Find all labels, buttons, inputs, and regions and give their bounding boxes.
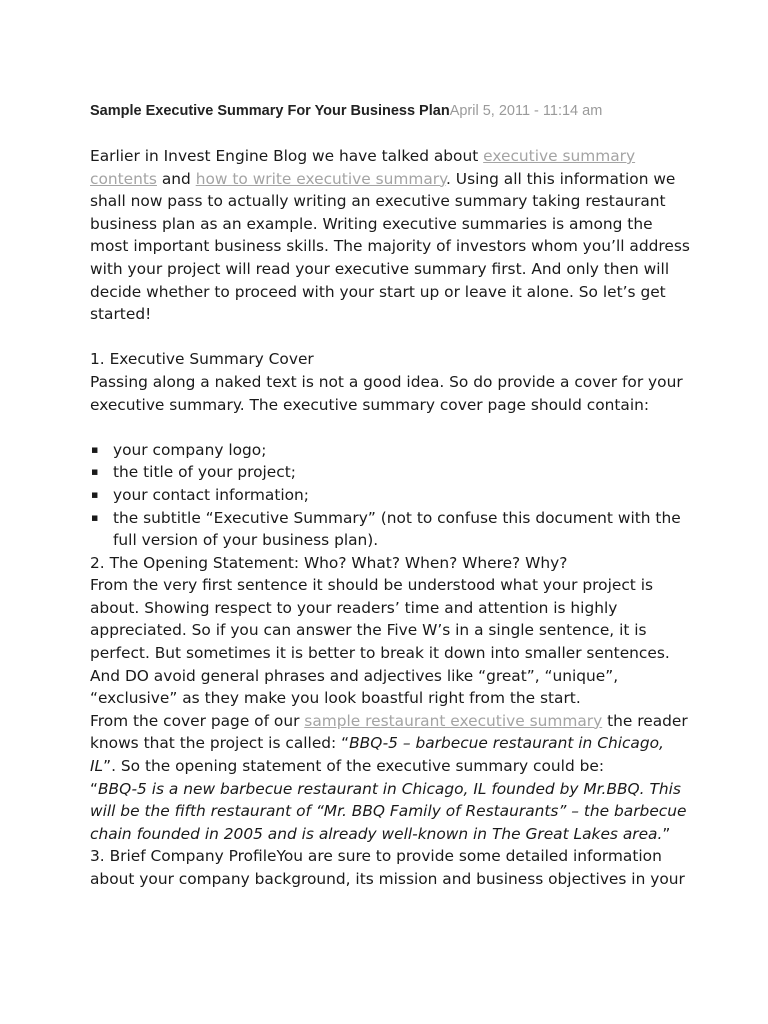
section3-text: You are sure to provide some detailed information about your company background, its mission and business objectives in your	[90, 847, 685, 888]
spacer	[90, 416, 690, 439]
section3-heading: 3. Brief Company Profile	[90, 847, 277, 866]
opening-statement-example	[90, 778, 690, 846]
intro-text-3: . Using all this information we shall now pass to actually writing an executive summary taking restaurant business plan as an example. Writing executive summaries is among the most important business skills. The majority of investors whom you’ll address with your project will read your executive summary first. And only then will decide whether to proceed with your start up or leave it alone. So let’s get started!	[90, 169, 690, 324]
intro-paragraph	[90, 145, 690, 326]
sample-restaurant-executive-summary-link[interactable]: sample restaurant executive summary	[304, 711, 603, 730]
how-to-write-executive-summary-link[interactable]: how to write executive summary	[195, 169, 447, 188]
post-title: Sample Executive Summary For Your Business Plan	[90, 103, 450, 119]
section1-heading: 1. Executive Summary Cover	[90, 350, 314, 369]
list-item: ▪ the subtitle “Executive Summary” (not to confuse this document with the full version of your business plan).	[90, 507, 690, 552]
list-item: ▪ your company logo;	[90, 439, 690, 462]
list-item: ▪ the title of your project;	[90, 461, 690, 484]
opening-statement-quote: BBQ-5 is a new barbecue restaurant in Chicago, IL founded by Mr.BBQ. This will be the fifth restaurant of “Mr. BBQ Family of Restaurants” – the barbecue chain founded in 2005 and is already well-known in The Great Lakes area.	[90, 779, 687, 843]
section2-text: From the very first sentence it should be understood what your project is about. Showing respect to your readers’ time and attention is highly appreciated. So if you can answer the Five W’s in a single sentence, it is perfect. But sometimes it is better to break it down into smaller sentences. And DO avoid general phrases and adjectives like “great”, “unique”, “exclusive” as they make you look boastful right from the start.	[90, 576, 670, 708]
executive-summary-contents-link[interactable]: executive summary contents	[90, 147, 636, 188]
section2-cover-paragraph	[90, 710, 690, 778]
spacer	[90, 326, 690, 349]
section1-text: Passing along a naked text is not a good idea. So do provide a cover for your executive summary. The executive summary cover page should contain:	[90, 372, 683, 414]
section2-text-b: the reader knows that the project is called: “	[90, 711, 688, 753]
post-header	[90, 102, 730, 120]
section2-text-a: From the cover page of our	[90, 711, 305, 730]
project-name: BBQ-5 – barbecue restaurant in Chicago, IL	[90, 734, 664, 776]
intro-text-2: and	[156, 169, 196, 188]
list-item: ▪ your contact information;	[90, 484, 690, 507]
quote-open: “	[90, 779, 98, 798]
quote-close: ”	[662, 824, 671, 843]
intro-text-1: Earlier in Invest Engine Blog we have talked about	[90, 147, 484, 165]
section2-text-c: ”. So the opening statement of the executive summary could be:	[103, 757, 605, 776]
article-body	[90, 145, 690, 891]
cover-contents-list	[90, 439, 690, 552]
post-date: April 5, 2011 - 11:14 am	[449, 103, 603, 119]
section2-heading: 2. The Opening Statement: Who? What? When? Where? Why?	[90, 553, 568, 572]
section3-paragraph	[90, 845, 690, 890]
